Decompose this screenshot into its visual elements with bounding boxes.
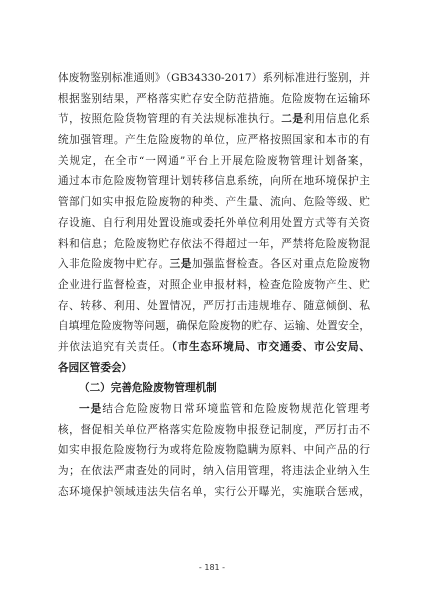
text-line <box>58 234 370 255</box>
text-run: 如实申报危险废物行为或将危险废物隐瞒为原料、中间产品的行 <box>58 444 370 457</box>
text-line <box>58 192 370 213</box>
text-line <box>58 151 370 172</box>
text-line <box>58 109 370 130</box>
text-run: 关规定，在全市“一网通”平台上开展危险废物管理计划备案， <box>58 154 370 167</box>
text-line <box>58 440 370 461</box>
text-line <box>58 358 370 379</box>
bold-marker: 一是 <box>79 403 103 415</box>
page-number: - 181 - <box>198 563 226 572</box>
text-run: 自填埋危险废物等问题，确保危险废物的贮存、运输、处置安全， <box>58 320 370 333</box>
text-line <box>58 171 370 192</box>
text-line <box>58 316 370 337</box>
text-line <box>58 130 370 151</box>
text-run: 通过本市危险废物管理计划转移信息系统，向所在地环境保护主 <box>58 175 370 188</box>
responsible-agencies: 各园区管委会） <box>58 361 133 374</box>
text-run: 为；在依法严肃查处的同时，纳入信用管理，将违法企业纳入生 <box>58 465 370 478</box>
text-line <box>58 254 370 275</box>
text-run: 入非危险废物中贮存。 <box>58 258 170 271</box>
text-line <box>58 420 370 441</box>
text-run: 态环境保护领域违法失信名单，实行公开曝光，实施联合惩戒， <box>58 485 370 498</box>
text-run: 存、转移、利用、处置情况，严厉打击违规堆存、随意倾倒、私 <box>58 299 370 312</box>
text-run: 统加强管理。产生危险废物的单位，应严格按照国家和本市的有 <box>58 134 370 147</box>
text-run: 核，督促相关单位严格落实危险废物申报登记制度，严厉打击不 <box>58 423 370 436</box>
text-run: 并依法追究有关责任。 <box>58 340 172 353</box>
text-line <box>58 399 370 420</box>
paragraph-waste-management <box>58 68 370 378</box>
text-run: 结合危险废物日常环境监管和危险废物规范化管理考 <box>102 403 370 415</box>
text-run: 根据鉴别结果，严格落实贮存安全防范措施。危险废物在运输环 <box>58 92 370 105</box>
text-run: 存设施、自行利用处置设施或委托外单位利用处置方式等有关资 <box>58 216 370 229</box>
paragraph-management-mechanism <box>58 399 370 502</box>
text-line <box>58 337 370 358</box>
bold-marker: 三是 <box>169 258 192 271</box>
text-line <box>58 296 370 317</box>
document-page <box>58 68 370 502</box>
text-line <box>58 68 370 89</box>
text-run: 节，按照危险货物管理的有关法规标准执行。 <box>58 113 282 126</box>
text-run: 料和信息；危险废物贮存依法不得超过一年，严禁将危险废物混 <box>58 237 370 250</box>
text-run: 加强监督检查。各区对重点危险废物 <box>191 258 370 271</box>
text-run: 企业进行监督检查，对照企业申报材料，检查危险废物产生、贮 <box>58 278 370 291</box>
text-line <box>58 461 370 482</box>
text-line <box>58 482 370 503</box>
text-line <box>58 89 370 110</box>
bold-marker: 二是 <box>281 113 304 126</box>
text-run: 管部门如实申报危险废物的种类、产生量、流向、危险等级、贮 <box>58 196 370 209</box>
text-line <box>58 213 370 234</box>
section-heading: （二）完善危险废物管理机制 <box>79 382 217 395</box>
text-run: 利用信息化系 <box>303 113 370 126</box>
text-run: 体废物鉴别标准通则》（GB34330-2017）系列标准进行鉴别，并 <box>58 72 370 84</box>
responsible-agencies: （市生态环境局、市交通委、市公安局、 <box>171 340 370 353</box>
text-line <box>58 275 370 296</box>
